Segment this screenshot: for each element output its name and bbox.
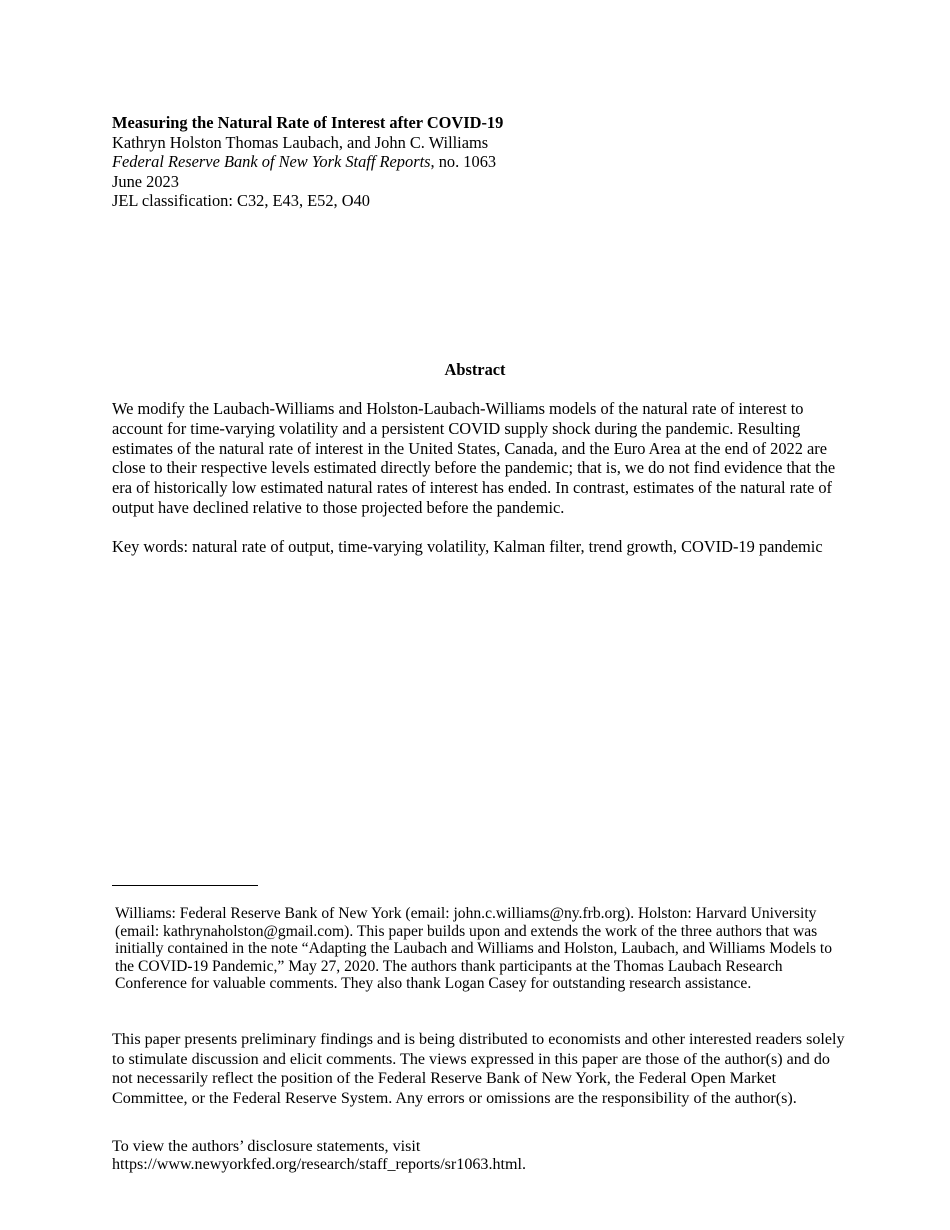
- keywords: Key words: natural rate of output, time-varying volatility, Kalman filter, trend growth, COVID-19 pandemic: [112, 537, 823, 556]
- disclaimer-text: This paper presents preliminary findings and is being distributed to economists and other interested readers solely to stimulate discussion and elicit comments. The views expressed in this paper are those of the author(s) and do not necessarily reflect the position of the Federal Reserve Bank of New York, the Federal Open Market Committee, or the Federal Reserve System. Any errors or omissions are the responsibility of the author(s).: [112, 1031, 845, 1107]
- disclosure-note: [112, 1138, 847, 1175]
- paper-header: [112, 113, 852, 211]
- paper-authors: Kathryn Holston Thomas Laubach, and John C. Williams: [112, 132, 489, 152]
- abstract-heading: Abstract: [444, 360, 506, 379]
- abstract-body: We modify the Laubach-Williams and Holston-Laubach-Williams models of the natural rate of interest to account for time-varying volatility and a persistent COVID supply shock during the pandemic. Resulting estimates of the natural rate of interest in the United States, Canada, and the Euro Area at the end of 2022 are close to their respective levels estimated directly before the pandemic; that is, we do not find evidence that the era of historically low estimated natural rates of interest has ended. In contrast, estimates of the natural rate of output have declined relative to those projected before the pandemic.: [112, 399, 836, 517]
- footnote-divider: [112, 885, 258, 886]
- series-number: , no. 1063: [430, 152, 497, 172]
- series-name: Federal Reserve Bank of New York Staff Reports: [112, 152, 431, 172]
- paper-date: June 2023: [112, 171, 179, 191]
- author-footnote: Williams: Federal Reserve Bank of New York (email: john.c.williams@ny.frb.org). Holston: Harvard University (email: kathrynaholston@gmail.com). This paper builds upon and extends the work of the three authors that was initially contained in the note “Adapting the Laubach and Williams and Holston, Laubach, and Williams Models to the COVID-19 Pandemic,” May 27, 2020. The authors thank participants at the Thomas Laubach Research Conference for valuable comments. They also thank Logan Casey for outstanding research assistance.: [115, 905, 833, 993]
- disclosure-link[interactable]: https://www.newyorkfed.org/research/staff_reports/sr1063.html.: [112, 1156, 527, 1174]
- jel-classification: JEL classification: C32, E43, E52, O40: [112, 191, 370, 211]
- paper-title: Measuring the Natural Rate of Interest after COVID-19: [112, 113, 504, 132]
- paper-series: [112, 152, 852, 172]
- disclosure-text: To view the authors’ disclosure statements, visit: [112, 1138, 421, 1155]
